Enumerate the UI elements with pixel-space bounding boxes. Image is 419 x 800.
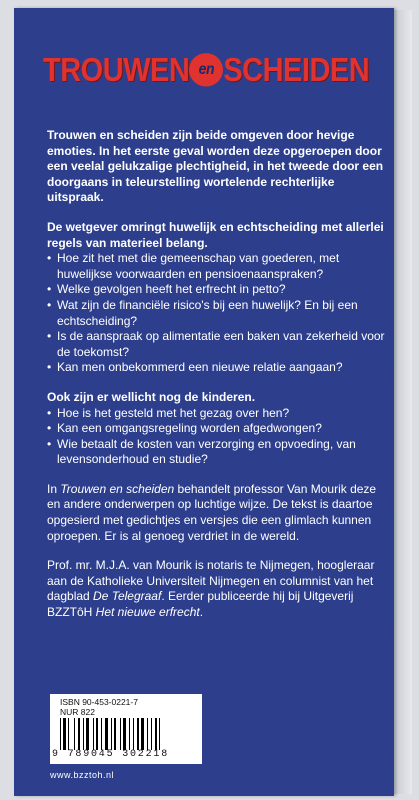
barcode-stripe bbox=[133, 718, 134, 750]
section1-lead: De wetgever omringt huwelijk en echtscheiding met allerlei regels van materieel belang. bbox=[47, 219, 384, 250]
publisher-website: www.bzztoh.nl bbox=[50, 770, 115, 780]
barcode-stripe bbox=[93, 718, 94, 750]
barcode-stripe bbox=[74, 718, 75, 750]
barcode-stripe bbox=[60, 718, 61, 750]
summary-after: behandelt professor Van Mourik deze en andere onderwerpen op luchtige wijze. De tekst is daartoe opgesierd met gedichtjes en versjes die een glimlach kunnen oproepen. Er is al genoeg verdriet in de wereld. bbox=[47, 481, 377, 543]
list-item: • Wie betaalt de kosten van verzorging en opvoeding, van levensonderhoud en studie? bbox=[47, 437, 385, 468]
barcode-stripe bbox=[105, 718, 108, 750]
author-paragraph bbox=[47, 558, 385, 620]
section1-list bbox=[47, 251, 385, 376]
page-edge bbox=[394, 10, 412, 794]
barcode-stripe bbox=[114, 718, 116, 750]
barcode-stripe bbox=[147, 718, 148, 750]
list-item: • Kan men onbekommerd een nieuwe relatie aangaan? bbox=[47, 360, 385, 376]
list-item: • Hoe is het gesteld met het gezag over hen? bbox=[47, 406, 385, 422]
list-item: • Kan een omgangsregeling worden afgedwongen? bbox=[47, 421, 385, 437]
barcode-stripe bbox=[155, 718, 157, 750]
author-text-3: . bbox=[199, 605, 204, 620]
author-other-book: Het nieuwe erfrecht bbox=[95, 605, 200, 620]
title-part-scheiden: SCHEIDEN bbox=[223, 52, 370, 89]
barcode-stripe bbox=[86, 718, 89, 750]
barcode-stripe bbox=[159, 718, 160, 750]
section2-lead: Ook zijn er wellicht nog de kinderen. bbox=[47, 389, 256, 404]
barcode-stripe bbox=[96, 718, 98, 750]
barcode-stripe bbox=[141, 718, 144, 750]
author-newspaper: De Telegraaf bbox=[93, 589, 162, 604]
author-text-2: . Eerder publiceerde hij bij Uitgeverij BZZTôH bbox=[47, 589, 354, 620]
barcode-stripe bbox=[111, 718, 112, 750]
blurb-text bbox=[47, 128, 385, 635]
barcode-stripe bbox=[120, 718, 121, 750]
barcode-bars bbox=[60, 718, 194, 750]
list-item: • Is de aanspraak op alimentatie een baken van zekerheid voor de toekomst? bbox=[47, 329, 385, 360]
barcode-number: 9 789045 302218 bbox=[52, 749, 170, 760]
barcode-stripe bbox=[68, 718, 69, 750]
intro-paragraph: Trouwen en scheiden zijn beide omgeven door hevige emoties. In het eerste geval worden deze opgeroepen door een veelal gelukzalige plechtigheid, in het tweede door een doorgaans in teleurstelling wortelende rechterlijke uitspraak. bbox=[47, 128, 384, 205]
summary-before: In bbox=[47, 481, 61, 496]
barcode-stripe bbox=[137, 718, 139, 750]
summary-book-title: Trouwen en scheiden bbox=[60, 481, 175, 496]
list-item: • Wat zijn de financiële risico's bij een huwelijk? En bij een echtscheiding? bbox=[47, 298, 385, 329]
title-part-trouwen: TROUWEN bbox=[43, 52, 190, 89]
list-item: • Welke gevolgen heeft het erfrecht in petto? bbox=[47, 282, 385, 298]
title-en-badge: en bbox=[189, 53, 223, 86]
barcode-stripe bbox=[129, 718, 130, 750]
author-text-1: Prof. mr. M.J.A. van Mourik is notaris te Nijmegen, hoogleraar aan de Katholieke Universiteit Nijmegen en columnist van het dagblad bbox=[47, 558, 375, 604]
barcode-stripe bbox=[63, 718, 65, 750]
nur-text: NUR 822 bbox=[60, 707, 95, 717]
barcode-stripe bbox=[151, 718, 152, 750]
summary-paragraph bbox=[47, 482, 385, 544]
list-item: • Hoe zit het met die gemeenschap van goederen, met huwelijkse voorwaarden en pensioenaanspraken? bbox=[47, 251, 385, 282]
section2-list bbox=[47, 406, 385, 468]
barcode-stripe bbox=[123, 718, 126, 750]
barcode-stripe bbox=[78, 718, 80, 750]
barcode-stripe bbox=[101, 718, 102, 750]
barcode-label bbox=[50, 694, 202, 764]
isbn-text: ISBN 90-453-0221-7 bbox=[60, 697, 138, 707]
book-title bbox=[43, 52, 383, 91]
barcode-stripe bbox=[83, 718, 84, 750]
